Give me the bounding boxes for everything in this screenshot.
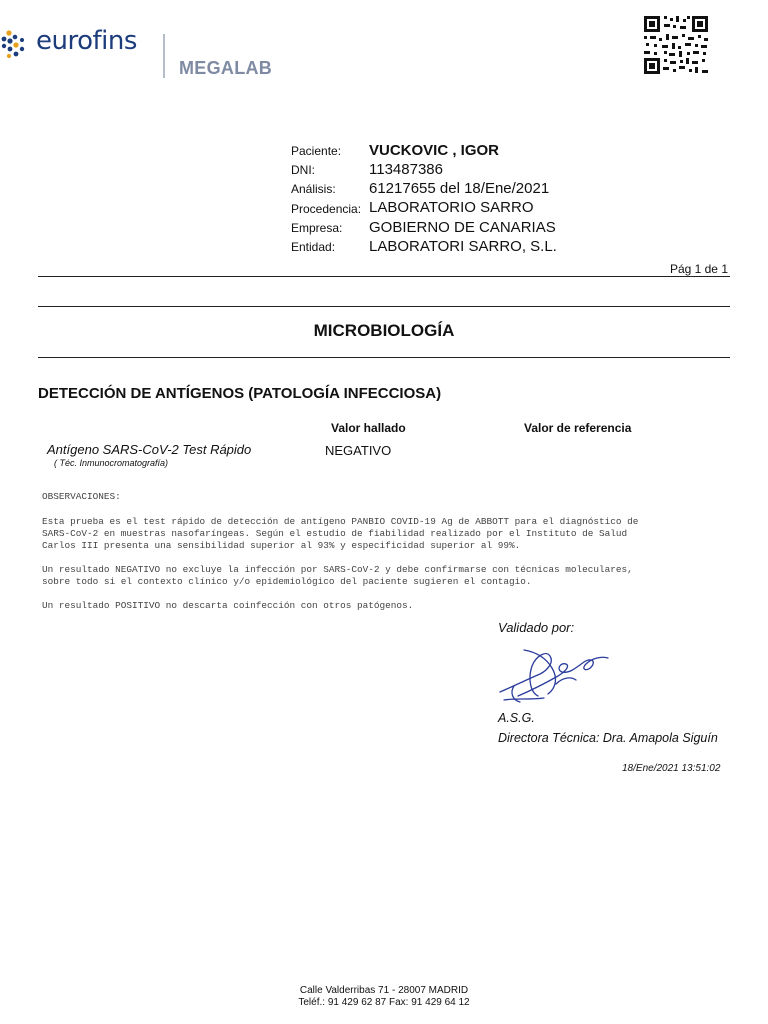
validation-datetime: 18/Ene/2021 13:51:02 [622, 763, 721, 774]
validator-initials: A.S.G. [498, 711, 535, 725]
test-name: Antígeno SARS-CoV-2 Test Rápido [47, 442, 252, 457]
entity-value: LABORATORI SARRO, S.L. [369, 238, 557, 255]
brand-name: eurofins [36, 26, 137, 56]
subsection-title: DETECCIÓN DE ANTÍGENOS (PATOLOGÍA INFECCIOSA) [38, 385, 442, 402]
divider [38, 357, 730, 358]
origin-value: LABORATORIO SARRO [369, 199, 534, 216]
column-header-found: Valor hallado [331, 421, 406, 435]
divider [38, 276, 730, 277]
origin-label: Procedencia: [291, 202, 362, 216]
analysis-value: 61217655 del 18/Ene/2021 [369, 180, 550, 197]
test-result-value: NEGATIVO [325, 443, 392, 458]
observation-line: sobre todo si el contexto clínico y/o epidemiológico del paciente sugieren el contagio. [42, 576, 532, 587]
company-label: Empresa: [291, 221, 343, 235]
page-indicator: Pág 1 de 1 [669, 262, 728, 276]
patient-name: VUCKOVIC , IGOR [369, 142, 500, 159]
entity-label: Entidad: [291, 240, 336, 254]
sub-brand: MEGALAB [179, 58, 273, 78]
observations-heading: OBSERVACIONES: [42, 491, 121, 502]
analysis-label: Análisis: [291, 182, 336, 196]
validated-by-label: Validado por: [498, 620, 575, 635]
eurofins-logo [0, 22, 160, 72]
logo-divider [163, 34, 165, 78]
dni-label: DNI: [291, 163, 315, 177]
qr-code [642, 14, 710, 76]
signature [496, 640, 616, 712]
footer-phones: Teléf.: 91 429 62 87 Fax: 91 429 64 12 [298, 997, 470, 1008]
divider [38, 306, 730, 307]
technical-director: Directora Técnica: Dra. Amapola Siguín [498, 731, 718, 745]
section-title: MICROBIOLOGÍA [313, 321, 455, 340]
patient-label: Paciente: [291, 144, 342, 158]
observation-line: Esta prueba es el test rápido de detección de antígeno PANBIO COVID-19 Ag de ABBOTT para el diagnóstico de [42, 516, 639, 527]
eurofins-dots-icon [0, 28, 34, 62]
observation-line: SARS-CoV-2 en muestras nasofaríngeas. Según el estudio de fiabilidad realizado por el Instituto de Salud [42, 528, 628, 539]
observation-line: Carlos III presenta una sensibilidad superior al 93% y especificidad superior al 99%. [42, 540, 521, 551]
observation-line: Un resultado NEGATIVO no excluye la infección por SARS-CoV-2 y debe confirmarse con técnicas moleculares, [42, 564, 633, 575]
column-header-reference: Valor de referencia [524, 421, 632, 435]
footer-address: Calle Valderribas 71 - 28007 MADRID [299, 985, 469, 996]
dni-value: 113487386 [369, 161, 443, 178]
test-technique: ( Téc. Inmunocromatografía) [54, 458, 169, 468]
company-value: GOBIERNO DE CANARIAS [369, 219, 556, 236]
observation-line: Un resultado POSITIVO no descarta coinfección con otros patógenos. [42, 600, 414, 611]
